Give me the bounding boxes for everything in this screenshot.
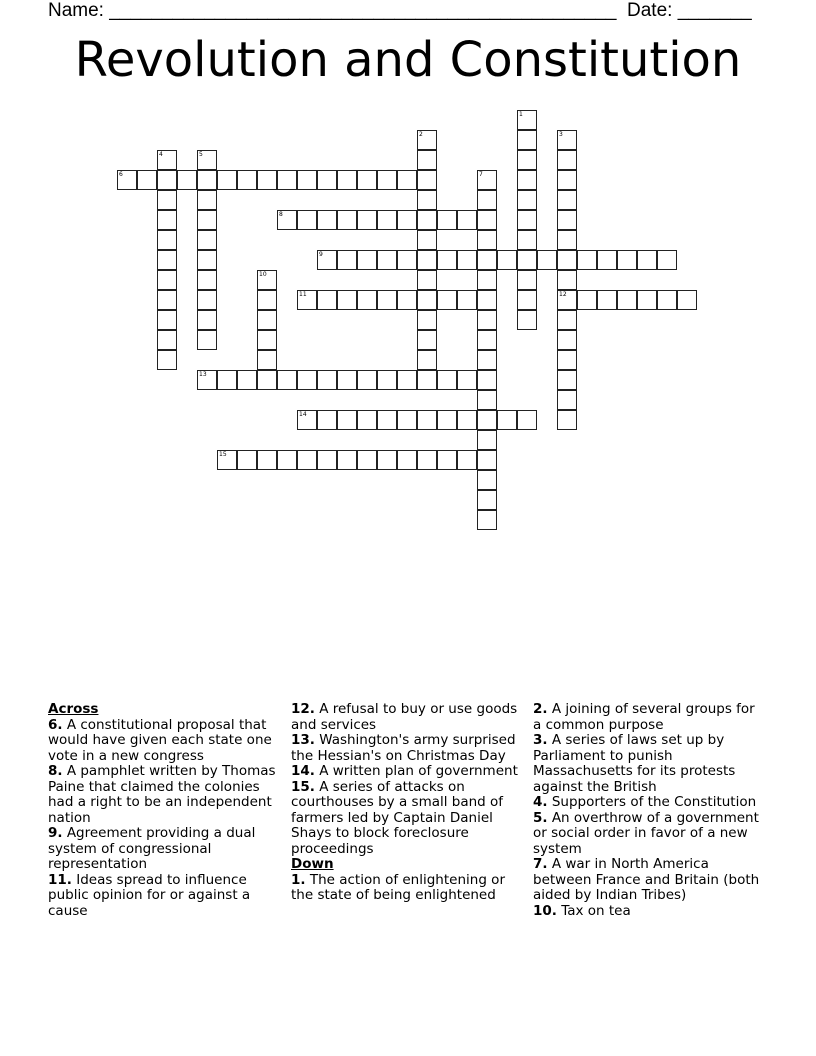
grid-cell[interactable]	[417, 310, 437, 330]
grid-cell[interactable]	[257, 270, 277, 290]
grid-cell[interactable]	[457, 410, 477, 430]
grid-cell[interactable]	[557, 190, 577, 210]
grid-cell[interactable]	[517, 290, 537, 310]
grid-cell[interactable]	[277, 210, 297, 230]
clue-number: 5.	[533, 809, 548, 826]
grid-cell[interactable]	[317, 370, 337, 390]
grid-cell[interactable]	[657, 290, 677, 310]
grid-cell[interactable]	[477, 410, 497, 430]
clue-number: 9.	[48, 825, 63, 841]
grid-cell[interactable]	[277, 370, 297, 390]
grid-cell[interactable]	[477, 250, 497, 270]
grid-cell[interactable]	[197, 190, 217, 210]
grid-cell[interactable]	[417, 250, 437, 270]
clue-number: 15.	[291, 778, 315, 795]
grid-cell[interactable]	[457, 450, 477, 470]
across-heading: Across	[48, 701, 99, 717]
grid-cell[interactable]	[457, 210, 477, 230]
clue-number: 8.	[48, 763, 63, 779]
grid-cell[interactable]	[397, 410, 417, 430]
clue	[533, 702, 765, 733]
grid-cell[interactable]	[557, 150, 577, 170]
grid-cell[interactable]	[417, 230, 437, 250]
grid-cell[interactable]	[517, 250, 537, 270]
clue	[48, 873, 284, 920]
grid-cell[interactable]	[417, 330, 437, 350]
grid-cell[interactable]	[557, 410, 577, 430]
grid-cell[interactable]	[257, 370, 277, 390]
clue-number: 6	[119, 171, 123, 178]
grid-cell[interactable]	[517, 270, 537, 290]
grid-cell[interactable]	[477, 390, 497, 410]
grid-cell[interactable]	[117, 170, 137, 190]
grid-cell[interactable]	[457, 290, 477, 310]
grid-cell[interactable]	[477, 230, 497, 250]
grid-cell[interactable]	[237, 170, 257, 190]
grid-cell[interactable]	[517, 410, 537, 430]
grid-cell[interactable]	[377, 210, 397, 230]
grid-cell[interactable]	[617, 250, 637, 270]
grid-cell[interactable]	[477, 470, 497, 490]
grid-cell[interactable]	[157, 250, 177, 270]
grid-cell[interactable]	[437, 370, 457, 390]
grid-cell[interactable]	[557, 370, 577, 390]
grid-cell[interactable]	[557, 390, 577, 410]
grid-cell[interactable]	[477, 190, 497, 210]
grid-cell[interactable]	[417, 270, 437, 290]
grid-cell[interactable]	[477, 490, 497, 510]
grid-cell[interactable]	[517, 190, 537, 210]
grid-cell[interactable]	[537, 250, 557, 270]
grid-cell[interactable]	[317, 210, 337, 230]
grid-cell[interactable]	[337, 410, 357, 430]
grid-cell[interactable]	[377, 290, 397, 310]
clue-number: 9	[319, 251, 323, 258]
clue-number: 12.	[291, 701, 315, 717]
grid-cell[interactable]	[257, 330, 277, 350]
down-heading: Down	[291, 856, 334, 872]
grid-cell[interactable]	[477, 350, 497, 370]
grid-cell[interactable]	[437, 450, 457, 470]
grid-cell[interactable]	[197, 210, 217, 230]
grid-cell[interactable]	[557, 170, 577, 190]
clue-text: A series of attacks on courthouses by a small band of farmers led by Captain Daniel Shays to block foreclosure proceedings	[291, 778, 504, 857]
grid-cell[interactable]	[257, 170, 277, 190]
grid-cell[interactable]	[657, 250, 677, 270]
clue-number: 3	[559, 131, 563, 138]
clue-number: 13.	[291, 732, 315, 748]
clue-number: 14	[299, 411, 307, 418]
grid-cell[interactable]	[317, 450, 337, 470]
grid-cell[interactable]	[297, 370, 317, 390]
grid-cell[interactable]	[357, 370, 377, 390]
grid-cell[interactable]	[237, 450, 257, 470]
clue-text: A war in North America between France and Britain (both aided by Indian Tribes)	[533, 856, 760, 903]
grid-cell[interactable]	[417, 150, 437, 170]
grid-cell[interactable]	[637, 290, 657, 310]
grid-cell[interactable]	[557, 210, 577, 230]
grid-cell[interactable]	[157, 350, 177, 370]
grid-cell[interactable]	[517, 130, 537, 150]
clue-text: A constitutional proposal that would have given each state one vote in a new congress	[48, 716, 272, 764]
clue-number: 11	[299, 291, 307, 298]
grid-cell[interactable]	[477, 170, 497, 190]
grid-cell[interactable]	[357, 450, 377, 470]
grid-cell[interactable]	[197, 230, 217, 250]
grid-cell[interactable]	[557, 250, 577, 270]
grid-cell[interactable]	[477, 450, 497, 470]
grid-cell[interactable]	[477, 310, 497, 330]
grid-cell[interactable]	[437, 290, 457, 310]
grid-cell[interactable]	[317, 250, 337, 270]
grid-cell[interactable]	[377, 410, 397, 430]
grid-cell[interactable]	[157, 170, 177, 190]
clue-number: 6.	[48, 716, 63, 733]
grid-cell[interactable]	[397, 450, 417, 470]
grid-cell[interactable]	[577, 290, 597, 310]
grid-cell[interactable]	[557, 350, 577, 370]
grid-cell[interactable]	[157, 270, 177, 290]
grid-cell[interactable]	[277, 450, 297, 470]
grid-cell[interactable]	[217, 170, 237, 190]
grid-cell[interactable]	[417, 190, 437, 210]
clues-column-2	[291, 702, 523, 904]
grid-cell[interactable]	[297, 290, 317, 310]
clues-column-1	[48, 702, 284, 919]
grid-cell[interactable]	[257, 310, 277, 330]
grid-cell[interactable]	[197, 150, 217, 170]
grid-cell[interactable]	[557, 310, 577, 330]
grid-cell[interactable]	[137, 170, 157, 190]
grid-cell[interactable]	[417, 450, 437, 470]
clue	[533, 857, 765, 904]
grid-cell[interactable]	[337, 250, 357, 270]
clue-number: 8	[279, 211, 283, 218]
grid-cell[interactable]	[477, 270, 497, 290]
page-title: Revolution and Constitution	[74, 32, 742, 88]
clue-number: 7.	[533, 856, 548, 872]
grid-cell[interactable]	[417, 370, 437, 390]
grid-cell[interactable]	[377, 370, 397, 390]
grid-cell[interactable]	[517, 310, 537, 330]
grid-cell[interactable]	[597, 250, 617, 270]
grid-cell[interactable]	[157, 150, 177, 170]
grid-cell[interactable]	[577, 250, 597, 270]
clue-text: The action of enlightening or the state of being enlightened	[291, 871, 505, 903]
grid-cell[interactable]	[337, 370, 357, 390]
clue-number: 13	[199, 371, 207, 378]
grid-cell[interactable]	[157, 190, 177, 210]
clue-number: 11.	[48, 871, 72, 888]
grid-cell[interactable]	[517, 210, 537, 230]
grid-cell[interactable]	[397, 170, 417, 190]
clue	[533, 904, 765, 920]
grid-cell[interactable]	[397, 210, 417, 230]
clue-number: 4	[159, 151, 163, 158]
grid-cell[interactable]	[377, 170, 397, 190]
clue-number: 1.	[291, 871, 306, 888]
grid-cell[interactable]	[557, 230, 577, 250]
grid-cell[interactable]	[477, 430, 497, 450]
clue-text: A pamphlet written by Thomas Paine that claimed the colonies had a right to be an independent nation	[48, 763, 276, 826]
grid-cell[interactable]	[197, 250, 217, 270]
clue	[533, 733, 765, 795]
grid-cell[interactable]	[337, 210, 357, 230]
clue-number: 1	[519, 111, 523, 118]
clue	[291, 780, 523, 858]
grid-cell[interactable]	[337, 170, 357, 190]
grid-cell[interactable]	[157, 330, 177, 350]
clue	[291, 764, 523, 780]
grid-cell[interactable]	[257, 450, 277, 470]
clue	[533, 795, 765, 811]
grid-cell[interactable]	[417, 410, 437, 430]
grid-cell[interactable]	[557, 270, 577, 290]
clue-number: 2	[419, 131, 423, 138]
clue-text: A written plan of government	[314, 763, 518, 779]
grid-cell[interactable]	[197, 270, 217, 290]
clue-text: A joining of several groups for a common purpose	[533, 701, 755, 733]
grid-cell[interactable]	[217, 450, 237, 470]
grid-cell[interactable]	[157, 210, 177, 230]
grid-cell[interactable]	[197, 290, 217, 310]
grid-cell[interactable]	[357, 410, 377, 430]
clue	[291, 702, 523, 733]
grid-cell[interactable]	[517, 230, 537, 250]
grid-cell[interactable]	[477, 370, 497, 390]
grid-cell[interactable]	[417, 130, 437, 150]
grid-cell[interactable]	[197, 310, 217, 330]
grid-cell[interactable]	[157, 290, 177, 310]
grid-cell[interactable]	[257, 290, 277, 310]
grid-cell[interactable]	[517, 110, 537, 130]
grid-cell[interactable]	[457, 250, 477, 270]
grid-cell[interactable]	[437, 410, 457, 430]
grid-cell[interactable]	[357, 250, 377, 270]
clue	[48, 826, 284, 873]
clue	[291, 733, 523, 764]
clue-number: 14.	[291, 763, 315, 779]
clue-number: 5	[199, 151, 203, 158]
grid-cell[interactable]	[197, 170, 217, 190]
clue-number: 12	[559, 291, 567, 298]
grid-cell[interactable]	[397, 250, 417, 270]
grid-cell[interactable]	[197, 370, 217, 390]
grid-cell[interactable]	[157, 230, 177, 250]
clue-text: Tax on tea	[556, 902, 631, 919]
grid-cell[interactable]	[497, 250, 517, 270]
grid-cell[interactable]	[197, 330, 217, 350]
grid-cell[interactable]	[317, 410, 337, 430]
clue-number: 3.	[533, 732, 548, 748]
grid-cell[interactable]	[357, 170, 377, 190]
grid-cell[interactable]	[457, 370, 477, 390]
grid-cell[interactable]	[417, 290, 437, 310]
grid-cell[interactable]	[557, 130, 577, 150]
clue-number: 2.	[533, 701, 548, 717]
grid-cell[interactable]	[297, 450, 317, 470]
grid-cell[interactable]	[477, 290, 497, 310]
grid-cell[interactable]	[297, 170, 317, 190]
grid-cell[interactable]	[477, 210, 497, 230]
grid-cell[interactable]	[417, 170, 437, 190]
grid-cell[interactable]	[377, 450, 397, 470]
clue	[291, 873, 523, 904]
grid-cell[interactable]	[557, 330, 577, 350]
clue	[533, 811, 765, 858]
grid-cell[interactable]	[477, 330, 497, 350]
grid-cell[interactable]	[417, 350, 437, 370]
grid-cell[interactable]	[277, 170, 297, 190]
clue-text: A refusal to buy or use goods and services	[291, 701, 518, 733]
grid-cell[interactable]	[617, 290, 637, 310]
grid-cell[interactable]	[297, 410, 317, 430]
grid-cell[interactable]	[357, 210, 377, 230]
grid-cell[interactable]	[637, 250, 657, 270]
clue-text: An overthrow of a government or social order in favor of a new system	[533, 809, 759, 857]
grid-cell[interactable]	[237, 370, 257, 390]
date-field[interactable]: Date: _______	[627, 0, 752, 21]
grid-cell[interactable]	[257, 350, 277, 370]
grid-cell[interactable]	[157, 310, 177, 330]
grid-cell[interactable]	[217, 370, 237, 390]
clue	[48, 718, 284, 765]
grid-cell[interactable]	[497, 410, 517, 430]
clue-text: Washington's army surprised the Hessian's on Christmas Day	[291, 732, 516, 764]
grid-cell[interactable]	[517, 150, 537, 170]
clue-number: 10	[259, 271, 267, 278]
grid-cell[interactable]	[477, 510, 497, 530]
grid-cell[interactable]	[177, 170, 197, 190]
grid-cell[interactable]	[397, 290, 417, 310]
clue-number: 10.	[533, 902, 557, 919]
grid-cell[interactable]	[297, 210, 317, 230]
clue-text: Agreement providing a dual system of congressional representation	[48, 825, 256, 872]
clue	[48, 764, 284, 826]
name-field[interactable]: Name: ________________________________________________	[48, 0, 617, 21]
grid-cell[interactable]	[417, 210, 437, 230]
clue-number: 15	[219, 451, 227, 458]
grid-cell[interactable]	[597, 290, 617, 310]
grid-cell[interactable]	[317, 170, 337, 190]
grid-cell[interactable]	[437, 250, 457, 270]
grid-cell[interactable]	[677, 290, 697, 310]
grid-cell[interactable]	[357, 290, 377, 310]
clue-text: A series of laws set up by Parliament to punish Massachusetts for its protests against the British	[533, 732, 736, 795]
grid-cell[interactable]	[337, 290, 357, 310]
grid-cell[interactable]	[437, 210, 457, 230]
grid-cell[interactable]	[377, 250, 397, 270]
clue-number: 7	[479, 171, 483, 178]
clue-number: 4.	[533, 794, 548, 810]
clues-column-3	[533, 702, 765, 919]
grid-cell[interactable]	[317, 290, 337, 310]
grid-cell[interactable]	[337, 450, 357, 470]
grid-cell[interactable]	[517, 170, 537, 190]
clue-text: Ideas spread to influence public opinion for or against a cause	[48, 871, 251, 919]
clue-text: Supporters of the Constitution	[547, 794, 757, 810]
grid-cell[interactable]	[397, 370, 417, 390]
grid-cell[interactable]	[557, 290, 577, 310]
